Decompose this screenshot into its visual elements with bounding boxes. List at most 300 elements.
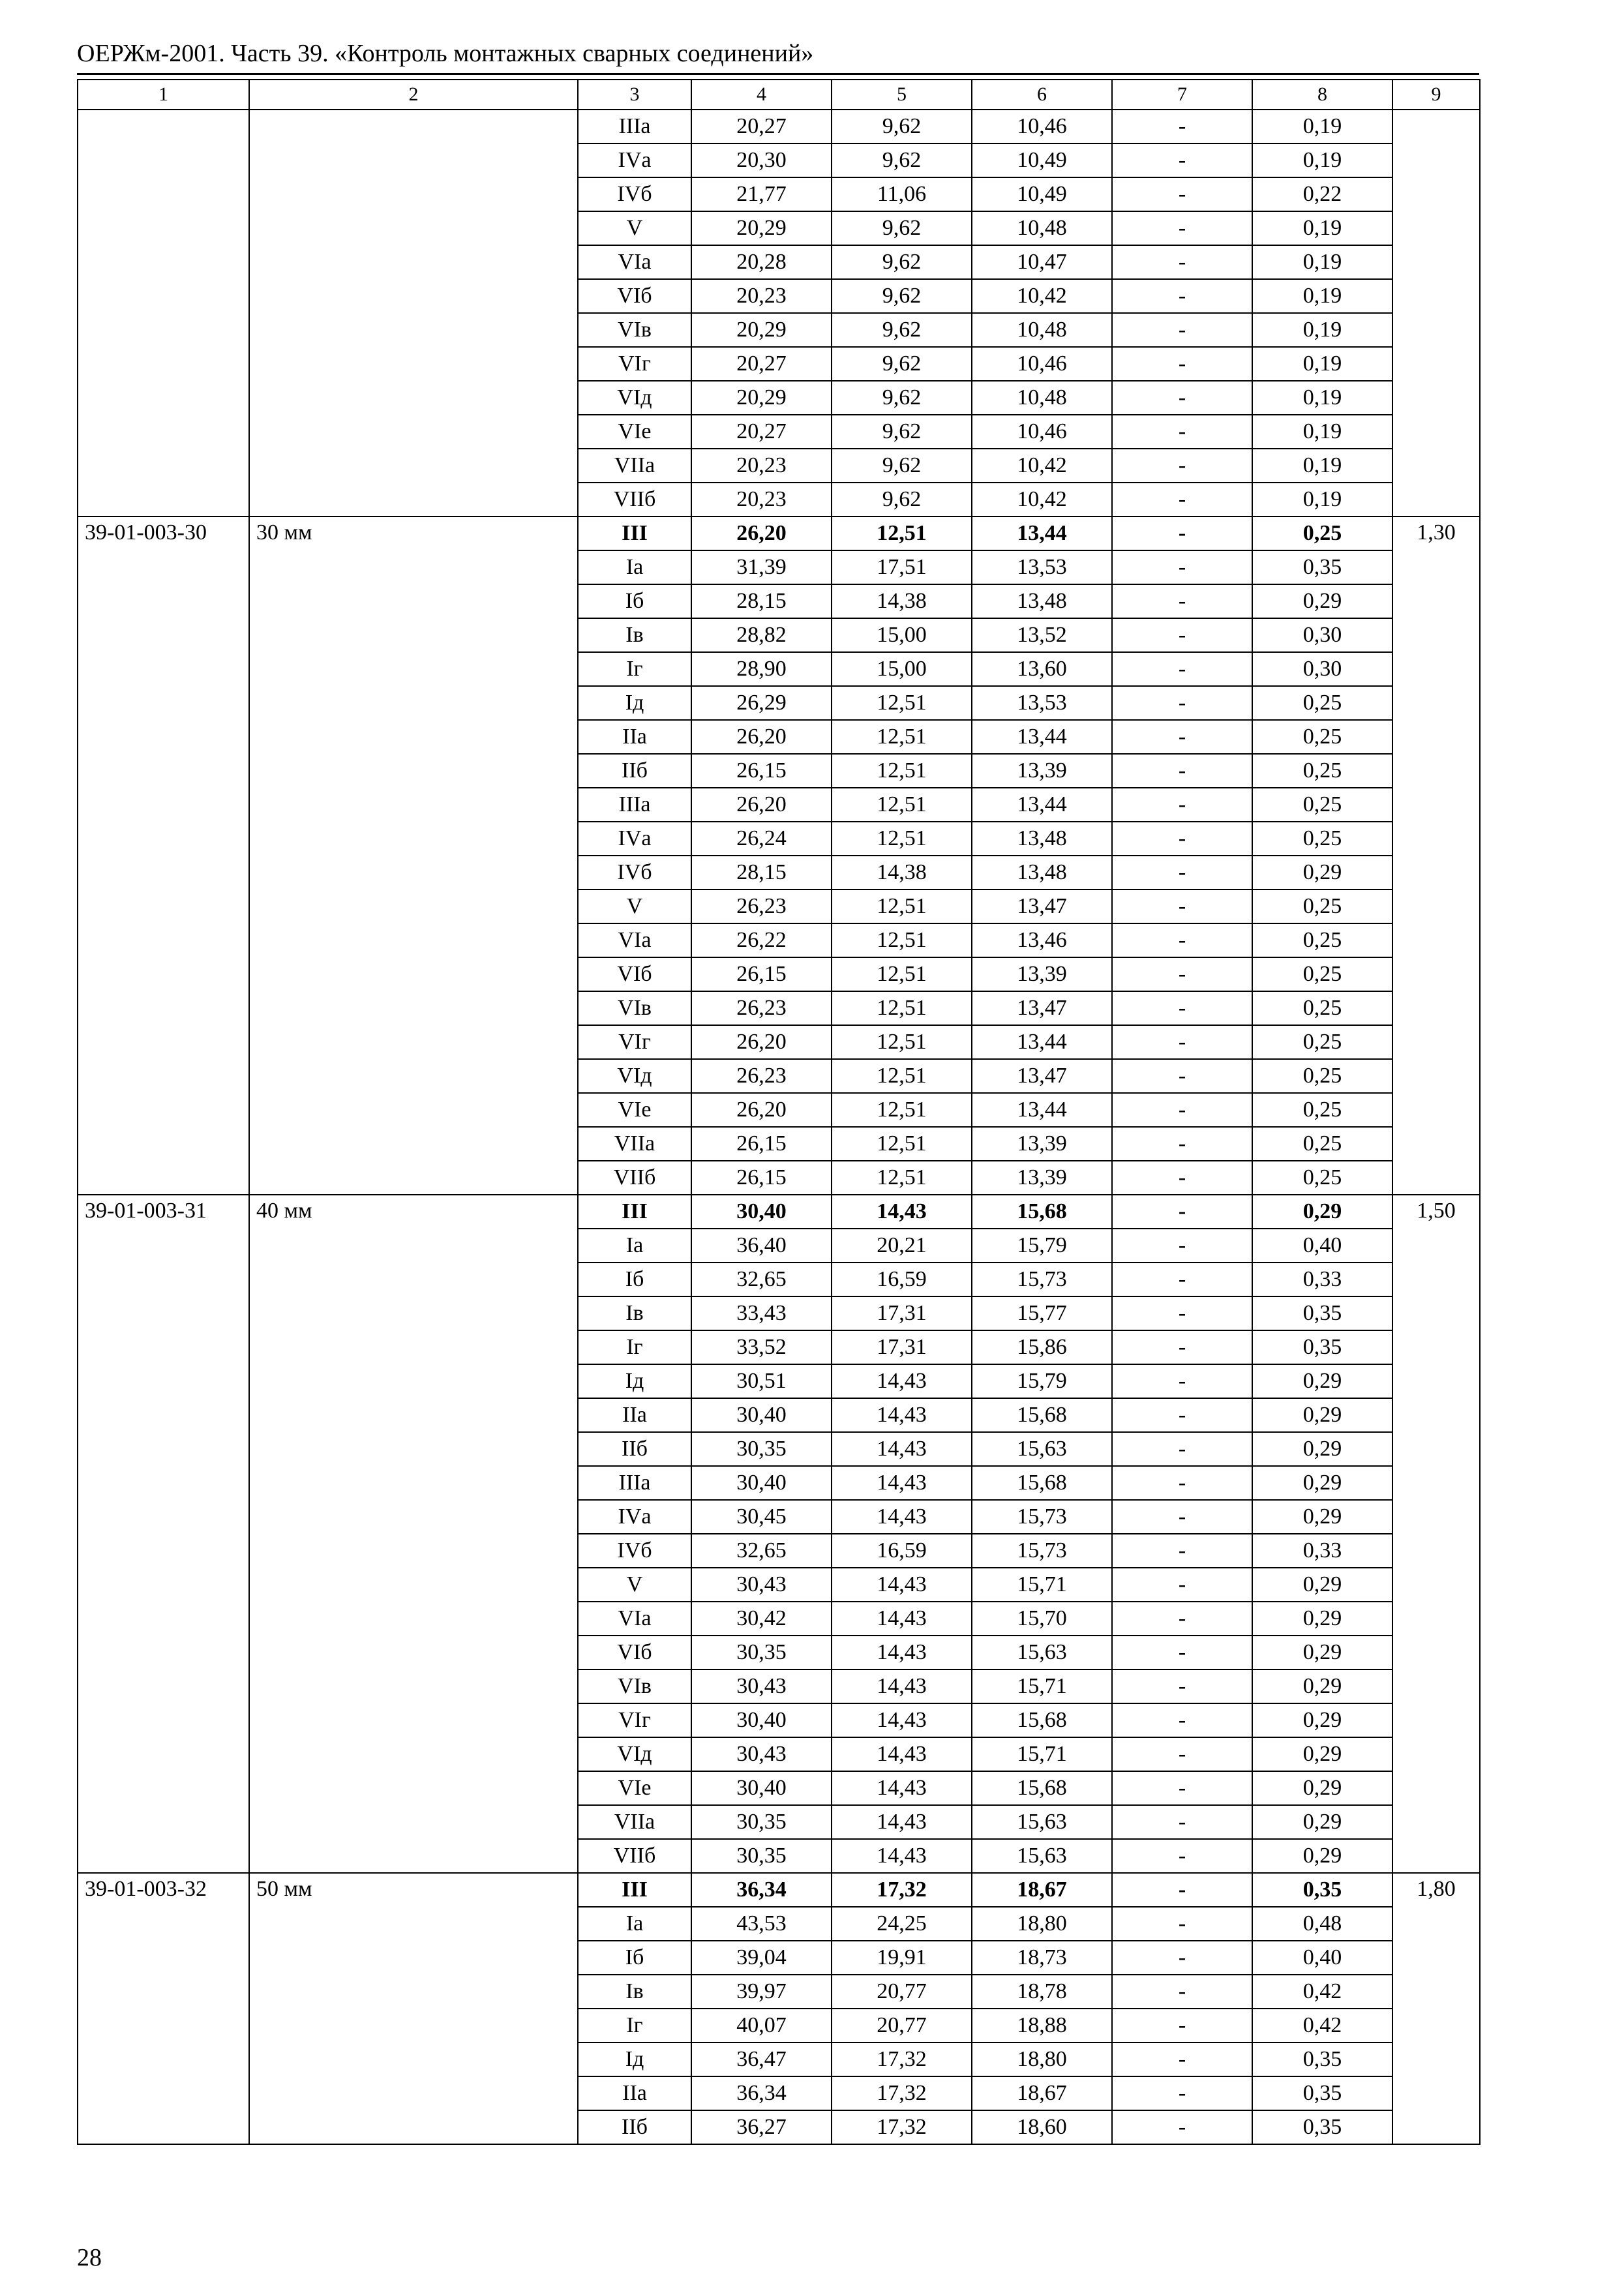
total-cost-cell: 40,07 (691, 2009, 832, 2042)
machine-cost-cell: 13,53 (972, 686, 1112, 720)
workers-labor-cell: 0,30 (1252, 652, 1392, 686)
total-cost-cell: 36,34 (691, 1873, 832, 1907)
materials-cost-cell: - (1112, 1839, 1252, 1873)
labor-cost-cell: 9,62 (832, 415, 972, 449)
workers-labor-cell: 0,29 (1252, 584, 1392, 618)
column-number-cell: 8 (1252, 80, 1392, 110)
materials-cost-cell: - (1112, 1059, 1252, 1093)
materials-cost-cell: - (1112, 1771, 1252, 1805)
machinists-labor-cell: 1,30 (1392, 516, 1480, 1195)
labor-cost-cell: 12,51 (832, 686, 972, 720)
machine-cost-cell: 10,47 (972, 245, 1112, 279)
labor-cost-cell: 20,21 (832, 1229, 972, 1263)
machine-cost-cell: 15,63 (972, 1805, 1112, 1839)
materials-cost-cell: - (1112, 1703, 1252, 1737)
workers-labor-cell: 0,19 (1252, 483, 1392, 516)
labor-cost-cell: 9,62 (832, 110, 972, 143)
materials-cost-cell: - (1112, 957, 1252, 991)
machine-cost-cell: 15,79 (972, 1364, 1112, 1398)
column-number-cell: 4 (691, 80, 832, 110)
table-row (78, 516, 1480, 550)
materials-cost-cell: - (1112, 516, 1252, 550)
zone-cell: Iг (578, 2009, 691, 2042)
materials-cost-cell: - (1112, 1296, 1252, 1330)
total-cost-cell: 30,40 (691, 1703, 832, 1737)
header-rule (77, 73, 1479, 75)
labor-cost-cell: 12,51 (832, 516, 972, 550)
materials-cost-cell: - (1112, 754, 1252, 788)
zone-cell: Iа (578, 1907, 691, 1941)
machinists-labor-cell: 1,50 (1392, 1195, 1480, 1873)
workers-labor-cell: 0,25 (1252, 957, 1392, 991)
workers-labor-cell: 0,35 (1252, 2076, 1392, 2110)
zone-cell: III (578, 1195, 691, 1229)
materials-cost-cell: - (1112, 1195, 1252, 1229)
zone-cell: IIб (578, 1432, 691, 1466)
workers-labor-cell: 0,19 (1252, 415, 1392, 449)
labor-cost-cell: 9,62 (832, 211, 972, 245)
total-cost-cell: 30,40 (691, 1195, 832, 1229)
workers-labor-cell: 0,25 (1252, 991, 1392, 1025)
machine-cost-cell: 13,46 (972, 923, 1112, 957)
total-cost-cell: 30,43 (691, 1737, 832, 1771)
total-cost-cell: 28,90 (691, 652, 832, 686)
materials-cost-cell: - (1112, 550, 1252, 584)
zone-cell: IVб (578, 177, 691, 211)
labor-cost-cell: 20,77 (832, 2009, 972, 2042)
materials-cost-cell: - (1112, 2042, 1252, 2076)
workers-labor-cell: 0,19 (1252, 143, 1392, 177)
total-cost-cell: 36,27 (691, 2110, 832, 2144)
zone-cell: IIIа (578, 788, 691, 822)
labor-cost-cell: 17,31 (832, 1330, 972, 1364)
workers-labor-cell: 0,29 (1252, 1771, 1392, 1805)
total-cost-cell: 30,35 (691, 1432, 832, 1466)
labor-cost-cell: 12,51 (832, 1093, 972, 1127)
materials-cost-cell: - (1112, 143, 1252, 177)
materials-cost-cell: - (1112, 1805, 1252, 1839)
materials-cost-cell: - (1112, 1398, 1252, 1432)
zone-cell: Iв (578, 618, 691, 652)
zone-cell: IIIа (578, 1466, 691, 1500)
zone-cell: VIIб (578, 483, 691, 516)
machine-cost-cell: 10,48 (972, 313, 1112, 347)
zone-cell: VIIа (578, 1127, 691, 1161)
labor-cost-cell: 9,62 (832, 449, 972, 483)
materials-cost-cell: - (1112, 313, 1252, 347)
materials-cost-cell: - (1112, 1737, 1252, 1771)
machine-cost-cell: 13,44 (972, 720, 1112, 754)
materials-cost-cell: - (1112, 1602, 1252, 1636)
total-cost-cell: 26,15 (691, 754, 832, 788)
workers-labor-cell: 0,19 (1252, 245, 1392, 279)
zone-cell: VIе (578, 1771, 691, 1805)
rate-name-cell (249, 110, 578, 516)
machine-cost-cell: 13,60 (972, 652, 1112, 686)
labor-cost-cell: 12,51 (832, 754, 972, 788)
materials-cost-cell: - (1112, 1364, 1252, 1398)
materials-cost-cell: - (1112, 1907, 1252, 1941)
workers-labor-cell: 0,19 (1252, 381, 1392, 415)
machine-cost-cell: 13,48 (972, 822, 1112, 856)
materials-cost-cell: - (1112, 2076, 1252, 2110)
materials-cost-cell: - (1112, 483, 1252, 516)
total-cost-cell: 26,23 (691, 1059, 832, 1093)
zone-cell: IIа (578, 720, 691, 754)
total-cost-cell: 33,43 (691, 1296, 832, 1330)
column-number-cell: 3 (578, 80, 691, 110)
workers-labor-cell: 0,19 (1252, 313, 1392, 347)
machine-cost-cell: 13,48 (972, 856, 1112, 890)
zone-cell: VIIа (578, 449, 691, 483)
zone-cell: VIб (578, 957, 691, 991)
total-cost-cell: 20,29 (691, 381, 832, 415)
machine-cost-cell: 18,73 (972, 1941, 1112, 1975)
total-cost-cell: 26,23 (691, 991, 832, 1025)
zone-cell: Iа (578, 550, 691, 584)
workers-labor-cell: 0,35 (1252, 2042, 1392, 2076)
machine-cost-cell: 15,73 (972, 1534, 1112, 1568)
total-cost-cell: 32,65 (691, 1263, 832, 1296)
machinists-labor-cell: 1,80 (1392, 1873, 1480, 2144)
materials-cost-cell: - (1112, 1941, 1252, 1975)
rates-table (77, 79, 1481, 2145)
column-number-cell: 6 (972, 80, 1112, 110)
labor-cost-cell: 12,51 (832, 1025, 972, 1059)
labor-cost-cell: 16,59 (832, 1263, 972, 1296)
workers-labor-cell: 0,29 (1252, 1636, 1392, 1669)
workers-labor-cell: 0,40 (1252, 1229, 1392, 1263)
labor-cost-cell: 19,91 (832, 1941, 972, 1975)
labor-cost-cell: 14,43 (832, 1364, 972, 1398)
workers-labor-cell: 0,29 (1252, 856, 1392, 890)
machine-cost-cell: 10,42 (972, 279, 1112, 313)
materials-cost-cell: - (1112, 856, 1252, 890)
zone-cell: V (578, 1568, 691, 1602)
workers-labor-cell: 0,25 (1252, 686, 1392, 720)
zone-cell: VIг (578, 347, 691, 381)
labor-cost-cell: 11,06 (832, 177, 972, 211)
machine-cost-cell: 15,68 (972, 1771, 1112, 1805)
materials-cost-cell: - (1112, 347, 1252, 381)
total-cost-cell: 43,53 (691, 1907, 832, 1941)
machine-cost-cell: 10,42 (972, 449, 1112, 483)
labor-cost-cell: 14,43 (832, 1703, 972, 1737)
total-cost-cell: 36,47 (691, 2042, 832, 2076)
table-row (78, 1873, 1480, 1907)
total-cost-cell: 20,29 (691, 313, 832, 347)
workers-labor-cell: 0,25 (1252, 1127, 1392, 1161)
workers-labor-cell: 0,29 (1252, 1703, 1392, 1737)
materials-cost-cell: - (1112, 2110, 1252, 2144)
zone-cell: VIа (578, 245, 691, 279)
labor-cost-cell: 15,00 (832, 652, 972, 686)
materials-cost-cell: - (1112, 415, 1252, 449)
machine-cost-cell: 15,71 (972, 1737, 1112, 1771)
workers-labor-cell: 0,19 (1252, 211, 1392, 245)
machine-cost-cell: 13,52 (972, 618, 1112, 652)
machine-cost-cell: 10,42 (972, 483, 1112, 516)
labor-cost-cell: 9,62 (832, 143, 972, 177)
zone-cell: IIа (578, 2076, 691, 2110)
labor-cost-cell: 12,51 (832, 1161, 972, 1195)
total-cost-cell: 26,15 (691, 957, 832, 991)
materials-cost-cell: - (1112, 788, 1252, 822)
machine-cost-cell: 13,39 (972, 1127, 1112, 1161)
total-cost-cell: 30,40 (691, 1398, 832, 1432)
machine-cost-cell: 10,46 (972, 347, 1112, 381)
zone-cell: Iг (578, 1330, 691, 1364)
materials-cost-cell: - (1112, 822, 1252, 856)
total-cost-cell: 26,15 (691, 1161, 832, 1195)
labor-cost-cell: 17,32 (832, 2042, 972, 2076)
rate-code-cell: 39-01-003-31 (78, 1195, 249, 1873)
labor-cost-cell: 12,51 (832, 1059, 972, 1093)
zone-cell: VIд (578, 1059, 691, 1093)
workers-labor-cell: 0,25 (1252, 516, 1392, 550)
workers-labor-cell: 0,33 (1252, 1534, 1392, 1568)
labor-cost-cell: 17,32 (832, 2110, 972, 2144)
workers-labor-cell: 0,29 (1252, 1805, 1392, 1839)
labor-cost-cell: 14,43 (832, 1432, 972, 1466)
labor-cost-cell: 20,77 (832, 1975, 972, 2009)
zone-cell: Iд (578, 2042, 691, 2076)
zone-cell: IIб (578, 754, 691, 788)
zone-cell: Iб (578, 584, 691, 618)
labor-cost-cell: 12,51 (832, 822, 972, 856)
total-cost-cell: 20,27 (691, 347, 832, 381)
zone-cell: VIг (578, 1703, 691, 1737)
labor-cost-cell: 14,43 (832, 1737, 972, 1771)
labor-cost-cell: 9,62 (832, 381, 972, 415)
workers-labor-cell: 0,25 (1252, 1161, 1392, 1195)
zone-cell: IVб (578, 856, 691, 890)
zone-cell: VIе (578, 1093, 691, 1127)
workers-labor-cell: 0,35 (1252, 1296, 1392, 1330)
total-cost-cell: 30,43 (691, 1669, 832, 1703)
total-cost-cell: 30,42 (691, 1602, 832, 1636)
total-cost-cell: 26,20 (691, 720, 832, 754)
machine-cost-cell: 10,49 (972, 143, 1112, 177)
zone-cell: VIб (578, 279, 691, 313)
materials-cost-cell: - (1112, 1568, 1252, 1602)
materials-cost-cell: - (1112, 923, 1252, 957)
labor-cost-cell: 14,43 (832, 1805, 972, 1839)
column-number-cell: 7 (1112, 80, 1252, 110)
machine-cost-cell: 13,47 (972, 1059, 1112, 1093)
total-cost-cell: 33,52 (691, 1330, 832, 1364)
zone-cell: VIа (578, 923, 691, 957)
labor-cost-cell: 12,51 (832, 720, 972, 754)
materials-cost-cell: - (1112, 1093, 1252, 1127)
workers-labor-cell: 0,29 (1252, 1500, 1392, 1534)
labor-cost-cell: 14,43 (832, 1771, 972, 1805)
zone-cell: V (578, 211, 691, 245)
machine-cost-cell: 15,86 (972, 1330, 1112, 1364)
total-cost-cell: 30,35 (691, 1636, 832, 1669)
rate-name-cell: 40 мм (249, 1195, 578, 1873)
total-cost-cell: 30,45 (691, 1500, 832, 1534)
machine-cost-cell: 13,48 (972, 584, 1112, 618)
total-cost-cell: 20,23 (691, 449, 832, 483)
machine-cost-cell: 13,39 (972, 754, 1112, 788)
materials-cost-cell: - (1112, 177, 1252, 211)
total-cost-cell: 39,97 (691, 1975, 832, 2009)
labor-cost-cell: 15,00 (832, 618, 972, 652)
zone-cell: Iб (578, 1263, 691, 1296)
table-row (78, 110, 1480, 143)
machine-cost-cell: 13,44 (972, 516, 1112, 550)
materials-cost-cell: - (1112, 618, 1252, 652)
machine-cost-cell: 18,67 (972, 2076, 1112, 2110)
machine-cost-cell: 15,63 (972, 1432, 1112, 1466)
total-cost-cell: 20,23 (691, 483, 832, 516)
machine-cost-cell: 10,46 (972, 415, 1112, 449)
machine-cost-cell: 13,39 (972, 957, 1112, 991)
machine-cost-cell: 13,47 (972, 991, 1112, 1025)
total-cost-cell: 32,65 (691, 1534, 832, 1568)
workers-labor-cell: 0,29 (1252, 1398, 1392, 1432)
zone-cell: IVа (578, 822, 691, 856)
materials-cost-cell: - (1112, 1330, 1252, 1364)
machine-cost-cell: 18,78 (972, 1975, 1112, 2009)
zone-cell: VIг (578, 1025, 691, 1059)
machine-cost-cell: 18,80 (972, 1907, 1112, 1941)
total-cost-cell: 30,51 (691, 1364, 832, 1398)
workers-labor-cell: 0,42 (1252, 1975, 1392, 2009)
labor-cost-cell: 9,62 (832, 245, 972, 279)
column-number-cell: 2 (249, 80, 578, 110)
workers-labor-cell: 0,29 (1252, 1432, 1392, 1466)
rate-name-cell: 30 мм (249, 516, 578, 1195)
workers-labor-cell: 0,25 (1252, 1059, 1392, 1093)
rate-code-cell (78, 110, 249, 516)
machine-cost-cell: 13,53 (972, 550, 1112, 584)
total-cost-cell: 30,43 (691, 1568, 832, 1602)
labor-cost-cell: 14,43 (832, 1466, 972, 1500)
zone-cell: Iв (578, 1975, 691, 2009)
total-cost-cell: 26,20 (691, 1025, 832, 1059)
total-cost-cell: 20,27 (691, 415, 832, 449)
total-cost-cell: 36,40 (691, 1229, 832, 1263)
materials-cost-cell: - (1112, 381, 1252, 415)
workers-labor-cell: 0,29 (1252, 1839, 1392, 1873)
materials-cost-cell: - (1112, 686, 1252, 720)
workers-labor-cell: 0,25 (1252, 754, 1392, 788)
machine-cost-cell: 13,39 (972, 1161, 1112, 1195)
materials-cost-cell: - (1112, 1636, 1252, 1669)
labor-cost-cell: 12,51 (832, 890, 972, 923)
workers-labor-cell: 0,35 (1252, 1873, 1392, 1907)
total-cost-cell: 20,23 (691, 279, 832, 313)
labor-cost-cell: 17,32 (832, 2076, 972, 2110)
materials-cost-cell: - (1112, 211, 1252, 245)
labor-cost-cell: 14,43 (832, 1568, 972, 1602)
materials-cost-cell: - (1112, 449, 1252, 483)
machine-cost-cell: 15,63 (972, 1839, 1112, 1873)
materials-cost-cell: - (1112, 1466, 1252, 1500)
zone-cell: IVб (578, 1534, 691, 1568)
labor-cost-cell: 14,43 (832, 1500, 972, 1534)
materials-cost-cell: - (1112, 1263, 1252, 1296)
machine-cost-cell: 10,48 (972, 211, 1112, 245)
machine-cost-cell: 15,71 (972, 1568, 1112, 1602)
workers-labor-cell: 0,30 (1252, 618, 1392, 652)
total-cost-cell: 26,20 (691, 516, 832, 550)
labor-cost-cell: 9,62 (832, 347, 972, 381)
zone-cell: VIб (578, 1636, 691, 1669)
total-cost-cell: 30,40 (691, 1466, 832, 1500)
materials-cost-cell: - (1112, 584, 1252, 618)
column-number-row (78, 80, 1480, 110)
zone-cell: IVа (578, 1500, 691, 1534)
total-cost-cell: 39,04 (691, 1941, 832, 1975)
workers-labor-cell: 0,29 (1252, 1364, 1392, 1398)
machine-cost-cell: 15,68 (972, 1466, 1112, 1500)
zone-cell: VIа (578, 1602, 691, 1636)
labor-cost-cell: 12,51 (832, 788, 972, 822)
rate-code-cell: 39-01-003-32 (78, 1873, 249, 2144)
materials-cost-cell: - (1112, 1127, 1252, 1161)
workers-labor-cell: 0,48 (1252, 1907, 1392, 1941)
page-number: 28 (77, 2244, 102, 2271)
machine-cost-cell: 10,46 (972, 110, 1112, 143)
labor-cost-cell: 17,51 (832, 550, 972, 584)
zone-cell: VIIа (578, 1805, 691, 1839)
workers-labor-cell: 0,19 (1252, 110, 1392, 143)
workers-labor-cell: 0,33 (1252, 1263, 1392, 1296)
workers-labor-cell: 0,19 (1252, 279, 1392, 313)
machine-cost-cell: 13,47 (972, 890, 1112, 923)
machine-cost-cell: 15,71 (972, 1669, 1112, 1703)
workers-labor-cell: 0,29 (1252, 1669, 1392, 1703)
zone-cell: V (578, 890, 691, 923)
materials-cost-cell: - (1112, 1432, 1252, 1466)
workers-labor-cell: 0,22 (1252, 177, 1392, 211)
machine-cost-cell: 15,77 (972, 1296, 1112, 1330)
workers-labor-cell: 0,35 (1252, 550, 1392, 584)
total-cost-cell: 30,35 (691, 1839, 832, 1873)
rate-name-cell: 50 мм (249, 1873, 578, 2144)
labor-cost-cell: 14,43 (832, 1602, 972, 1636)
total-cost-cell: 21,77 (691, 177, 832, 211)
machine-cost-cell: 15,70 (972, 1602, 1112, 1636)
materials-cost-cell: - (1112, 1534, 1252, 1568)
workers-labor-cell: 0,40 (1252, 1941, 1392, 1975)
labor-cost-cell: 16,59 (832, 1534, 972, 1568)
labor-cost-cell: 14,43 (832, 1839, 972, 1873)
materials-cost-cell: - (1112, 1975, 1252, 2009)
labor-cost-cell: 24,25 (832, 1907, 972, 1941)
total-cost-cell: 20,28 (691, 245, 832, 279)
labor-cost-cell: 9,62 (832, 313, 972, 347)
zone-cell: Iд (578, 686, 691, 720)
page-header: ОЕРЖм-2001. Часть 39. «Контроль монтажных сварных соединений» (77, 40, 814, 67)
zone-cell: Iв (578, 1296, 691, 1330)
workers-labor-cell: 0,29 (1252, 1602, 1392, 1636)
materials-cost-cell: - (1112, 890, 1252, 923)
zone-cell: IIб (578, 2110, 691, 2144)
machine-cost-cell: 18,67 (972, 1873, 1112, 1907)
labor-cost-cell: 14,43 (832, 1636, 972, 1669)
labor-cost-cell: 12,51 (832, 1127, 972, 1161)
materials-cost-cell: - (1112, 1161, 1252, 1195)
materials-cost-cell: - (1112, 1025, 1252, 1059)
total-cost-cell: 20,30 (691, 143, 832, 177)
rate-code-cell: 39-01-003-30 (78, 516, 249, 1195)
zone-cell: VIв (578, 313, 691, 347)
materials-cost-cell: - (1112, 991, 1252, 1025)
